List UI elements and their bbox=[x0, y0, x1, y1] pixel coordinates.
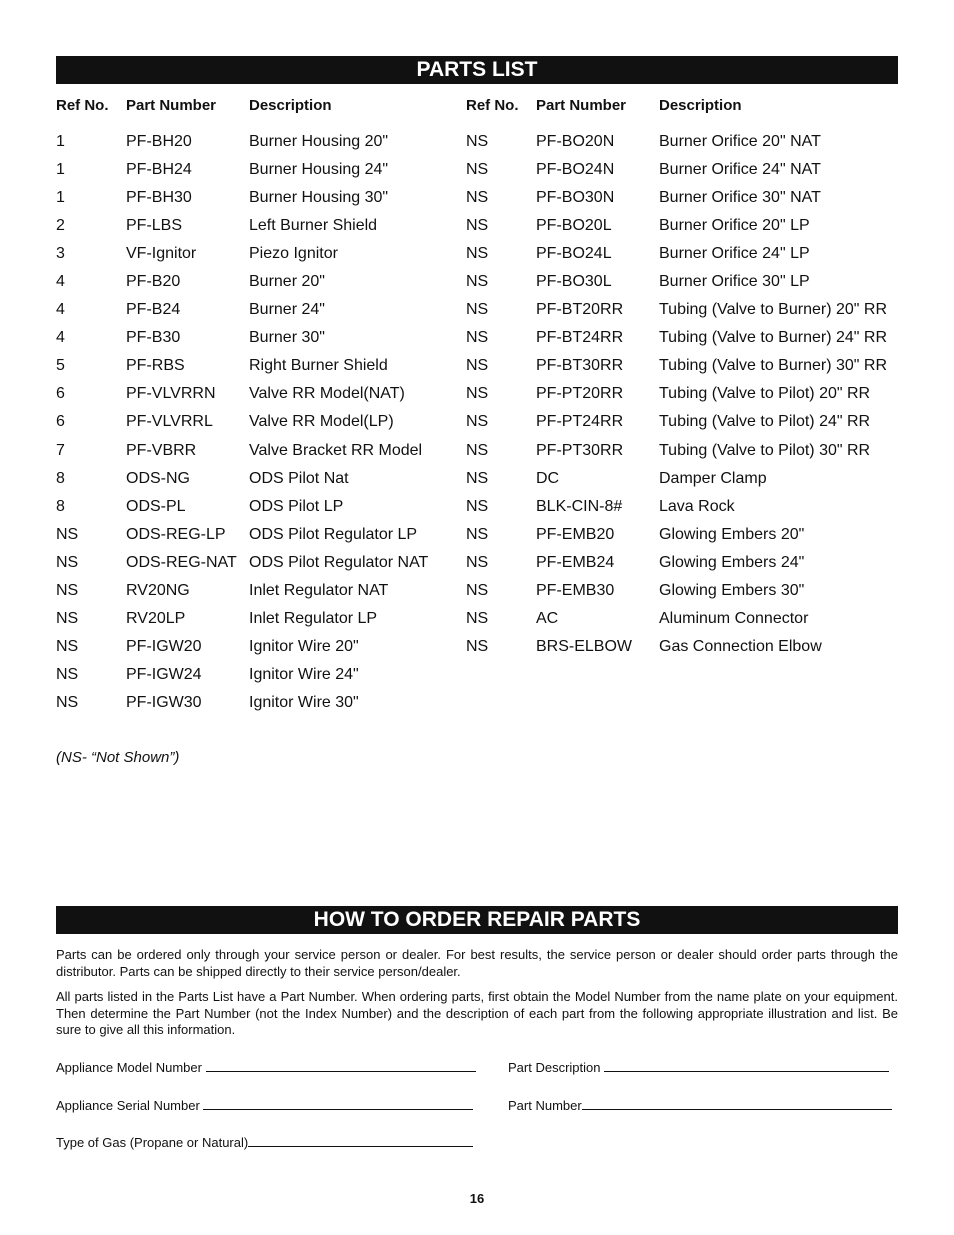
left-desc-column bbox=[249, 128, 428, 717]
right-row-desc: Burner Orifice 20" NAT bbox=[659, 133, 821, 150]
left-row-part: PF-RBS bbox=[126, 357, 185, 375]
right-row-desc: Aluminum Connector bbox=[659, 609, 809, 627]
right-row-desc: Burner Orifice 24" LP bbox=[659, 245, 810, 263]
right-row-ref: NS bbox=[466, 189, 489, 207]
left-row-part: PF-LBS bbox=[126, 217, 183, 235]
header-desc-left: Description bbox=[249, 97, 332, 114]
right-row-part: PF-PT30RR bbox=[536, 441, 624, 459]
right-row-part: PF-BO30N bbox=[536, 189, 615, 207]
model-number-line[interactable] bbox=[206, 1059, 476, 1072]
serial-number-field[interactable] bbox=[56, 1097, 473, 1113]
left-row-part: PF-B30 bbox=[126, 329, 181, 347]
right-row-part: PF-BO30L bbox=[536, 273, 612, 291]
left-row-part: ODS-REG-LP bbox=[126, 525, 226, 543]
left-row-desc: Ignitor Wire 24" bbox=[249, 665, 359, 683]
left-row-desc: ODS Pilot Regulator NAT bbox=[249, 553, 429, 571]
part-number-line[interactable] bbox=[582, 1097, 892, 1110]
left-row-ref: 1 bbox=[56, 161, 65, 179]
left-row-ref: 1 bbox=[56, 189, 65, 207]
header-part-left: Part Number bbox=[126, 97, 217, 114]
left-row-desc: Valve RR Model(NAT) bbox=[249, 385, 405, 403]
right-row-ref: NS bbox=[466, 273, 489, 291]
left-row-part: VF-Ignitor bbox=[126, 245, 197, 263]
right-row-ref: NS bbox=[466, 525, 489, 543]
gas-type-field[interactable] bbox=[56, 1134, 473, 1150]
right-row-part: PF-EMB30 bbox=[536, 581, 615, 599]
part-description-line[interactable] bbox=[604, 1059, 889, 1072]
right-row-desc: Tubing (Valve to Pilot) 24" RR bbox=[659, 413, 871, 431]
left-row-desc: ODS Pilot Nat bbox=[249, 469, 349, 487]
right-row-ref: NS bbox=[466, 133, 489, 150]
right-row-part: PF-PT24RR bbox=[536, 413, 624, 431]
left-row-ref: 4 bbox=[56, 273, 65, 291]
header-part-right: Part Number bbox=[536, 97, 627, 114]
right-row-desc: Tubing (Valve to Pilot) 20" RR bbox=[659, 385, 871, 403]
left-row-ref: NS bbox=[56, 553, 79, 571]
left-row-part: ODS-NG bbox=[126, 469, 190, 487]
left-row-part: PF-BH20 bbox=[126, 133, 192, 150]
parts-list-title: PARTS LIST bbox=[56, 56, 898, 84]
left-row-desc: Burner Housing 20" bbox=[249, 133, 389, 150]
right-row-desc: Burner Orifice 30" LP bbox=[659, 273, 810, 291]
left-row-desc: Right Burner Shield bbox=[249, 357, 388, 375]
left-row-part: PF-BH24 bbox=[126, 161, 192, 179]
right-row-ref: NS bbox=[466, 441, 489, 459]
gas-type-line[interactable] bbox=[248, 1134, 473, 1147]
right-row-part: DC bbox=[536, 469, 560, 487]
left-row-ref: NS bbox=[56, 525, 79, 543]
right-row-ref: NS bbox=[466, 301, 489, 319]
right-row-ref: NS bbox=[466, 581, 489, 599]
right-row-desc: Burner Orifice 20" LP bbox=[659, 217, 810, 235]
left-row-ref: NS bbox=[56, 581, 79, 599]
right-row-part: BRS-ELBOW bbox=[536, 637, 633, 655]
left-row-desc: ODS Pilot Regulator LP bbox=[249, 525, 418, 543]
left-row-ref: NS bbox=[56, 693, 79, 711]
left-row-part: PF-B20 bbox=[126, 273, 181, 291]
right-row-part: PF-BT24RR bbox=[536, 329, 624, 347]
left-row-part: PF-VLVRRL bbox=[126, 413, 213, 431]
left-row-desc: Burner Housing 30" bbox=[249, 189, 389, 207]
left-row-desc: Burner 30" bbox=[249, 329, 325, 347]
not-shown-note: (NS- “Not Shown”) bbox=[56, 749, 180, 766]
left-row-part: ODS-REG-NAT bbox=[126, 553, 237, 571]
left-row-ref: NS bbox=[56, 665, 79, 683]
left-row-part: PF-IGW20 bbox=[126, 637, 202, 655]
left-row-part: RV20LP bbox=[126, 609, 186, 627]
left-row-part: PF-IGW30 bbox=[126, 693, 202, 711]
right-row-desc: Glowing Embers 30" bbox=[659, 581, 805, 599]
left-row-part: PF-BH30 bbox=[126, 189, 192, 207]
left-row-desc: Inlet Regulator NAT bbox=[249, 581, 389, 599]
left-row-ref: 4 bbox=[56, 329, 65, 347]
right-row-ref: NS bbox=[466, 161, 489, 179]
right-row-desc: Burner Orifice 24" NAT bbox=[659, 161, 821, 179]
right-row-part: PF-BO20N bbox=[536, 133, 615, 150]
left-row-ref: 7 bbox=[56, 441, 65, 459]
right-row-desc: Glowing Embers 24" bbox=[659, 553, 805, 571]
right-row-ref: NS bbox=[466, 413, 489, 431]
right-row-part: PF-BT30RR bbox=[536, 357, 624, 375]
right-row-desc: Lava Rock bbox=[659, 497, 735, 515]
right-part-column bbox=[536, 128, 632, 661]
left-ref-column bbox=[56, 128, 78, 717]
right-row-desc: Tubing (Valve to Burner) 20" RR bbox=[659, 301, 887, 319]
serial-number-line[interactable] bbox=[203, 1097, 473, 1110]
part-description-label: Part Description bbox=[508, 1060, 601, 1075]
left-row-ref: 3 bbox=[56, 245, 65, 263]
left-row-desc: Burner 20" bbox=[249, 273, 325, 291]
part-description-field[interactable] bbox=[508, 1059, 889, 1075]
header-ref-right: Ref No. bbox=[466, 97, 519, 114]
right-row-part: PF-EMB24 bbox=[536, 553, 615, 571]
left-row-part: PF-IGW24 bbox=[126, 665, 202, 683]
order-paragraph-2: All parts listed in the Parts List have a Part Number. When ordering parts, first obtain the Model Number from the name plate on your equipment. Then determine the Part Number (not the Index Number) and the description of each part from the following appropriate illustration and list. Be sure to give all this information. bbox=[56, 989, 898, 1037]
left-row-ref: 2 bbox=[56, 217, 65, 235]
right-row-ref: NS bbox=[466, 357, 489, 375]
left-part-column bbox=[126, 128, 237, 717]
gas-type-label: Type of Gas (Propane or Natural) bbox=[56, 1135, 249, 1150]
right-row-desc: Damper Clamp bbox=[659, 469, 767, 487]
right-row-ref: NS bbox=[466, 553, 489, 571]
page-number: 16 bbox=[469, 1191, 485, 1206]
left-row-ref: 6 bbox=[56, 385, 65, 403]
part-number-field[interactable] bbox=[508, 1097, 892, 1113]
left-row-ref: 8 bbox=[56, 497, 65, 515]
left-row-ref: NS bbox=[56, 609, 79, 627]
left-row-desc: Piezo Ignitor bbox=[249, 245, 338, 263]
left-row-part: PF-VBRR bbox=[126, 441, 197, 459]
right-row-part: BLK-CIN-8# bbox=[536, 497, 623, 515]
model-number-label: Appliance Model Number bbox=[56, 1060, 202, 1075]
left-row-ref: 8 bbox=[56, 469, 65, 487]
left-row-desc: Inlet Regulator LP bbox=[249, 609, 378, 627]
left-row-part: PF-VLVRRN bbox=[126, 385, 216, 403]
model-number-field[interactable] bbox=[56, 1059, 476, 1075]
right-row-ref: NS bbox=[466, 329, 489, 347]
left-row-part: PF-B24 bbox=[126, 301, 181, 319]
right-row-ref: NS bbox=[466, 609, 489, 627]
left-row-desc: Burner 24" bbox=[249, 301, 325, 319]
left-row-ref: 6 bbox=[56, 413, 65, 431]
right-row-ref: NS bbox=[466, 245, 489, 263]
right-row-part: PF-PT20RR bbox=[536, 385, 624, 403]
right-row-part: AC bbox=[536, 609, 559, 627]
right-row-desc: Glowing Embers 20" bbox=[659, 525, 805, 543]
right-row-part: PF-BO24N bbox=[536, 161, 615, 179]
left-row-ref: 1 bbox=[56, 133, 65, 150]
right-row-desc: Tubing (Valve to Burner) 30" RR bbox=[659, 357, 887, 375]
right-row-ref: NS bbox=[466, 385, 489, 403]
left-row-desc: Valve RR Model(LP) bbox=[249, 413, 394, 431]
left-row-desc: Valve Bracket RR Model bbox=[249, 441, 423, 459]
right-row-desc: Gas Connection Elbow bbox=[659, 637, 822, 655]
left-row-desc: Left Burner Shield bbox=[249, 217, 378, 235]
left-row-ref: NS bbox=[56, 637, 79, 655]
left-row-ref: 4 bbox=[56, 301, 65, 319]
left-row-ref: 5 bbox=[56, 357, 65, 375]
left-row-desc: ODS Pilot LP bbox=[249, 497, 344, 515]
order-paragraph-1: Parts can be ordered only through your service person or dealer. For best results, the service person or dealer should order parts through the distributor. Parts can be shipped directly to their service person/dealer. bbox=[56, 947, 898, 979]
right-row-desc: Tubing (Valve to Pilot) 30" RR bbox=[659, 441, 871, 459]
right-row-desc: Burner Orifice 30" NAT bbox=[659, 189, 821, 207]
right-row-desc: Tubing (Valve to Burner) 24" RR bbox=[659, 329, 887, 347]
right-row-part: PF-BO20L bbox=[536, 217, 612, 235]
right-row-ref: NS bbox=[466, 469, 489, 487]
left-row-desc: Ignitor Wire 30" bbox=[249, 693, 359, 711]
header-desc-right: Description bbox=[659, 97, 742, 114]
right-row-ref: NS bbox=[466, 637, 489, 655]
left-row-part: ODS-PL bbox=[126, 497, 186, 515]
right-row-part: PF-BO24L bbox=[536, 245, 612, 263]
order-title: HOW TO ORDER REPAIR PARTS bbox=[56, 906, 898, 934]
right-row-part: PF-BT20RR bbox=[536, 301, 624, 319]
left-row-part: RV20NG bbox=[126, 581, 190, 599]
serial-number-label: Appliance Serial Number bbox=[56, 1098, 200, 1113]
header-ref-left: Ref No. bbox=[56, 97, 109, 114]
right-row-part: PF-EMB20 bbox=[536, 525, 615, 543]
right-row-ref: NS bbox=[466, 217, 489, 235]
part-number-label: Part Number bbox=[508, 1098, 582, 1113]
left-row-desc: Ignitor Wire 20" bbox=[249, 637, 359, 655]
right-row-ref: NS bbox=[466, 497, 489, 515]
right-desc-column bbox=[659, 128, 887, 661]
right-ref-column bbox=[466, 128, 488, 661]
left-row-desc: Burner Housing 24" bbox=[249, 161, 389, 179]
